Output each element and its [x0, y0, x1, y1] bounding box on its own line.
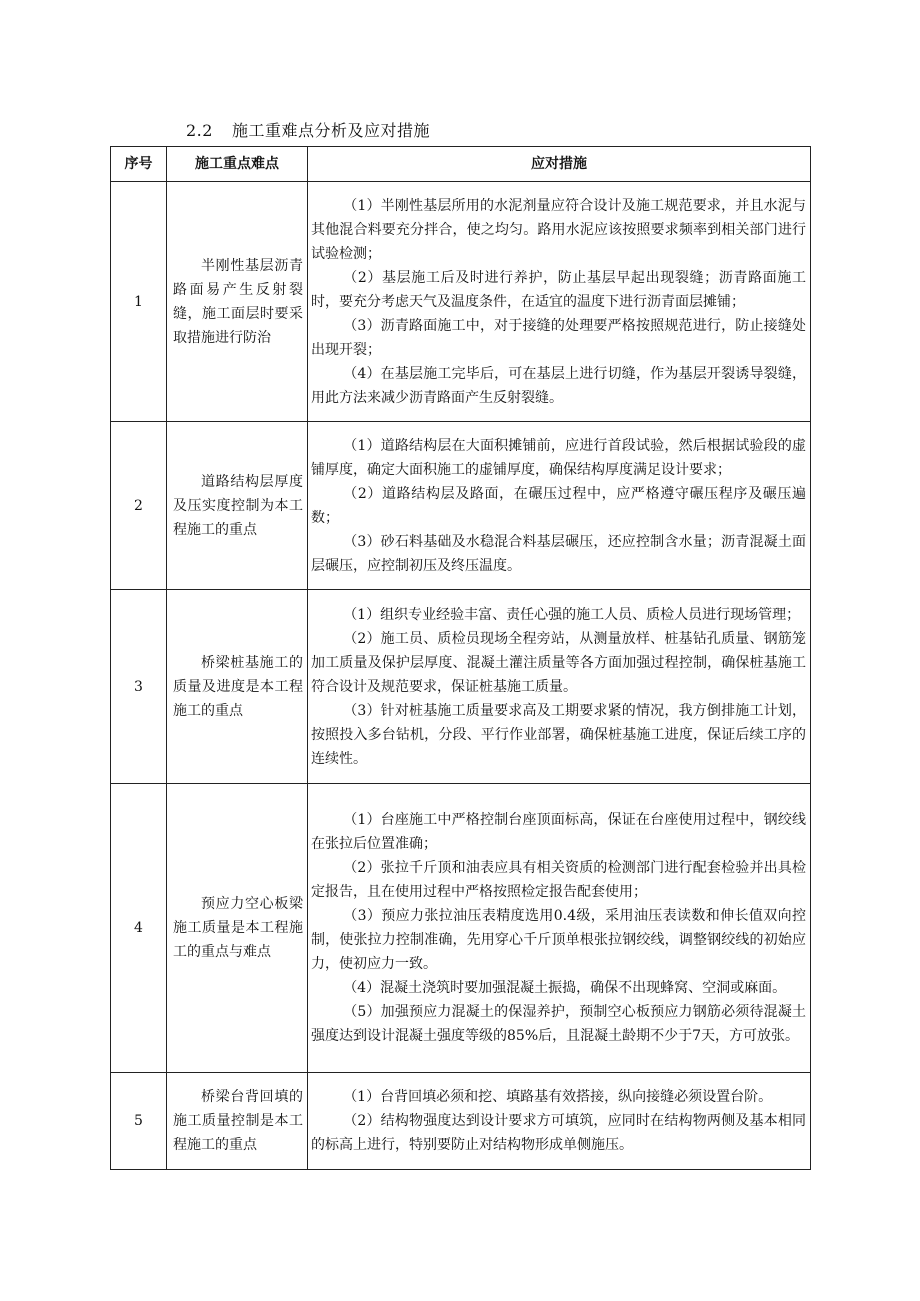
key-point-text: 道路结构层厚度及压实度控制为本工程施工的重点: [173, 473, 303, 538]
measure-item: （2）施工员、质检员现场全程旁站，从测量放样、桩基钻孔质量、钢筋笼加工质量及保护层厚度、混凝土灌注质量等各方面加强过程控制，确保桩基施工符合设计及规范要求，保证桩基施工质量。: [311, 630, 806, 695]
measure-item: （1）台座施工中严格控制台座顶面标高，保证在台座使用过程中，钢绞线在张拉后位置准确；: [311, 812, 806, 852]
key-point-cell: [167, 590, 308, 784]
key-point-cell: [167, 182, 308, 422]
measures-cell: [308, 590, 811, 784]
section-title: 施工重难点分析及应对措施: [232, 121, 431, 140]
measures-cell: [308, 784, 811, 1073]
measure-item: （2）结构物强度达到设计要求方可填筑，应同时在结构物两侧及基本相同的标高上进行，特别要防止对结构物形成单侧施压。: [311, 1113, 806, 1153]
measure-item: （3）针对桩基施工质量要求高及工期要求紧的情况，我方倒排施工计划，按照投入多台钻机，分段、平行作业部署，确保桩基施工进度，保证后续工序的连续性。: [311, 702, 806, 767]
key-point-text: 桥梁台背回填的施工质量控制是本工程施工的重点: [173, 1089, 303, 1153]
row-number: 1: [111, 182, 167, 422]
measure-item: （1）道路结构层在大面积摊铺前，应进行首段试验，然后根据试验段的虚铺厚度，确定大面积施工的虚铺厚度，确保结构厚度满足设计要求；: [311, 437, 806, 478]
table-row: [111, 590, 811, 784]
key-point-cell: [167, 784, 308, 1073]
measure-item: （2）道路结构层及路面，在碾压过程中，应严格遵守碾压程序及碾压遍数；: [311, 485, 806, 526]
measure-item: （1）半刚性基层所用的水泥剂量应符合设计及施工规范要求，并且水泥与其他混合料要充分拌合，使之均匀。路用水泥应该按照要求频率到相关部门进行试验检测；: [311, 197, 806, 262]
section-number: 2.2: [186, 121, 213, 140]
table-row: [111, 1073, 811, 1170]
table-row: [111, 784, 811, 1073]
measure-item: （4）在基层施工完毕后，可在基层上进行切缝，作为基层开裂诱导裂缝，用此方法来减少沥青路面产生反射裂缝。: [311, 365, 806, 406]
measures-cell: [308, 422, 811, 590]
section-heading: [186, 118, 430, 141]
header-key-point: 施工重点难点: [167, 147, 308, 182]
measure-item: （2）基层施工后及时进行养护，防止基层早起出现裂缝；沥青路面施工时，要充分考虑天气及温度条件，在适宜的温度下进行沥青面层摊铺；: [311, 269, 806, 310]
key-point-text: 预应力空心板梁施工质量是本工程施工的重点与难点: [173, 896, 303, 960]
measure-item: （4）混凝土浇筑时要加强混凝土振捣，确保不出现蜂窝、空洞或麻面。: [343, 980, 787, 996]
table-row: [111, 422, 811, 590]
row-number: 3: [111, 590, 167, 784]
measures-cell: [308, 1073, 811, 1170]
table-header-row: [111, 147, 811, 182]
row-number: 5: [111, 1073, 167, 1170]
measure-item: （2）张拉千斤顶和油表应具有相关资质的检测部门进行配套检验并出具检定报告，且在使用过程中严格按照检定报告配套使用；: [311, 860, 806, 900]
key-point-cell: [167, 422, 308, 590]
key-point-text: 桥梁桩基施工的质量及进度是本工程施工的重点: [173, 654, 303, 719]
difficulty-measures-table: [110, 146, 811, 1170]
measure-item: （3）砂石料基础及水稳混合料基层碾压，还应控制含水量；沥青混凝土面层碾压，应控制初压及终压温度。: [311, 533, 806, 574]
measure-item: （5）加强预应力混凝土的保湿养护，预制空心板预应力钢筋必须待混凝土强度达到设计混凝土强度等级的85%后，且混凝土龄期不少于7天，方可放张。: [311, 1004, 806, 1044]
measure-item: （1）台背回填必须和挖、填路基有效搭接，纵向接缝必须设置台阶。: [343, 1089, 773, 1105]
key-point-cell: [167, 1073, 308, 1170]
header-measures: 应对措施: [308, 147, 811, 182]
header-no: 序号: [111, 147, 167, 182]
measure-item: （3）沥青路面施工中，对于接缝的处理要严格按照规范进行，防止接缝处出现开裂；: [311, 317, 806, 358]
measures-cell: [308, 182, 811, 422]
measure-item: （3）预应力张拉油压表精度选用0.4级，采用油压表读数和伸长值双向控制，使张拉力控制准确，先用穿心千斤顶单根张拉钢绞线，调整钢绞线的初始应力，使初应力一致。: [311, 908, 806, 972]
row-number: 2: [111, 422, 167, 590]
row-number: 4: [111, 784, 167, 1073]
measure-item: （1）组织专业经验丰富、责任心强的施工人员、质检人员进行现场管理；: [343, 606, 801, 623]
key-point-text: 半刚性基层沥青路面易产生反射裂缝，施工面层时要采取措施进行防治: [173, 257, 303, 346]
table-row: [111, 182, 811, 422]
